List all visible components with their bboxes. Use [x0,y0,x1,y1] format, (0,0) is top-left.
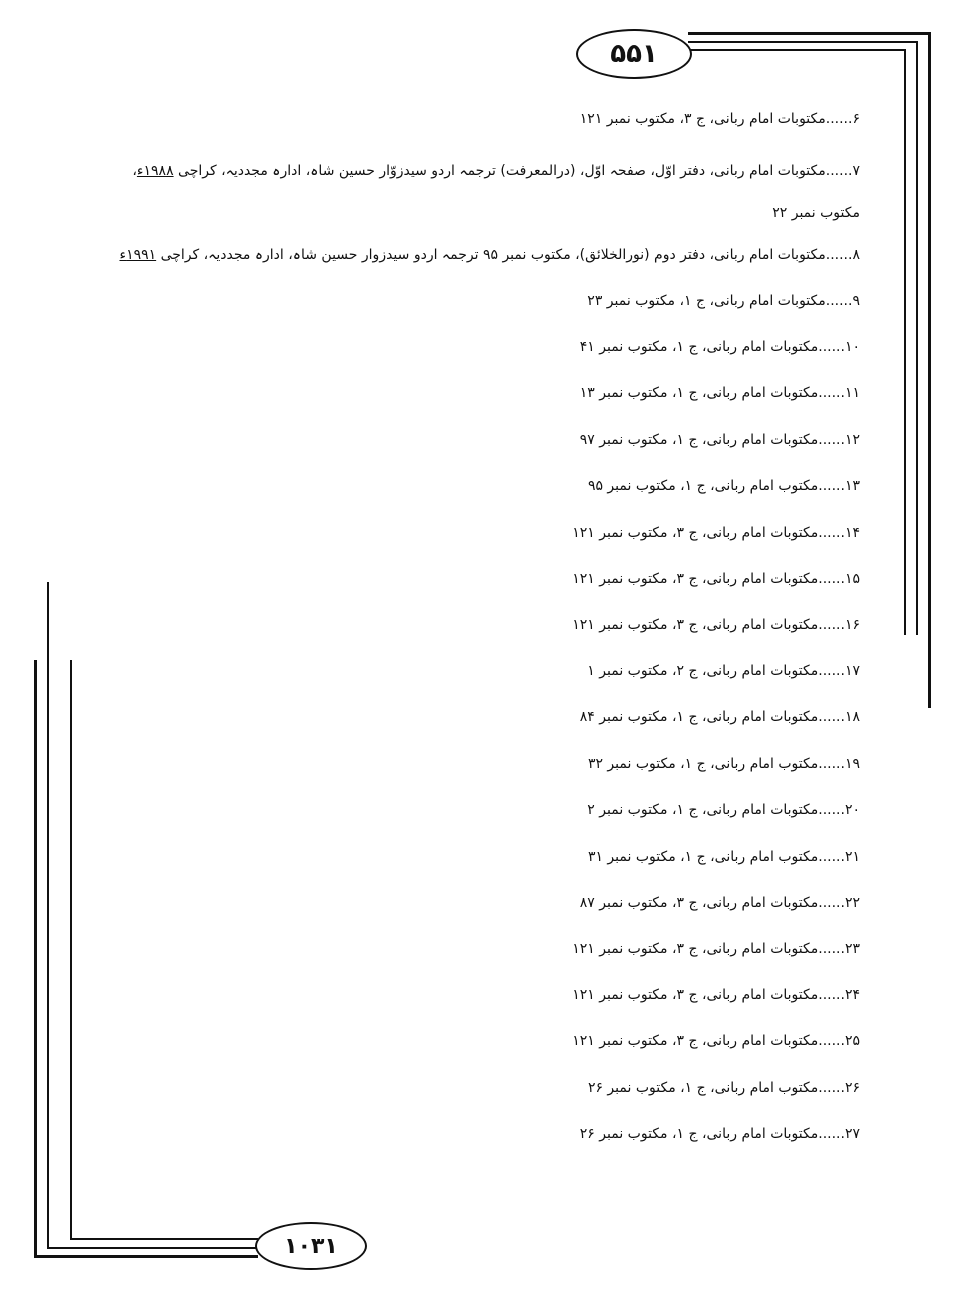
reference-item-25: ۲۵......مکتوبات امام ربانی، ج ۳، مکتوب نمبر ۱۲۱ [572,1033,860,1049]
reference-item-7-year: ۱۹۸۸ء [136,163,174,179]
reference-item-20: ۲۰......مکتوبات امام ربانی، ج ۱، مکتوب نمبر ۲ [587,802,860,818]
reference-item-7-text: ۷......مکتوبات امام ربانی، دفتر اوّل، صفحہ اوّل، (درالمعرفت) ترجمہ اردو سیدزوّار حسین شاہ، ادارہ مجددیہ، کراچی [173,163,860,179]
footer-page-number: ۱۰۳۱ [255,1222,367,1270]
reference-item-8-text: ۸......مکتوبات امام ربانی، دفتر دوم (نورالخلائق)، مکتوب نمبر ۹۵ ترجمہ اردو سیدزوار حسین شاہ، ادارہ مجددیہ، کراچی [156,247,860,263]
reference-item-6: ۶......مکتوبات امام ربانی، ج ۳، مکتوب نمبر ۱۲۱ [579,111,860,127]
frame-left-line-inner [70,660,72,1240]
frame-right-line-middle [916,41,918,635]
frame-left-line-middle [47,582,49,1249]
reference-item-22: ۲۲......مکتوبات امام ربانی، ج ۳، مکتوب نمبر ۸۷ [579,895,860,911]
reference-item-8 [119,244,860,266]
reference-item-26: ۲۶......مکتوب امام ربانی، ج ۱، مکتوب نمبر ۲۶ [587,1080,860,1096]
reference-item-10: ۱۰......مکتوبات امام ربانی، ج ۱، مکتوب نمبر ۴۱ [579,339,860,355]
reference-item-9: ۹......مکتوبات امام ربانی، ج ۱، مکتوب نمبر ۲۳ [587,293,860,309]
reference-item-13: ۱۳......مکتوب امام ربانی، ج ۱، مکتوب نمبر ۹۵ [587,478,860,494]
frame-bottom-line-outer [34,1255,258,1258]
reference-item-18: ۱۸......مکتوبات امام ربانی، ج ۱، مکتوب نمبر ۸۴ [579,709,860,725]
reference-item-7 [120,150,860,234]
frame-right-line-inner [904,49,906,635]
reference-item-12: ۱۲......مکتوبات امام ربانی، ج ۱، مکتوب نمبر ۹۷ [579,432,860,448]
frame-top-line-outer [688,32,931,35]
reference-item-23: ۲۳......مکتوبات امام ربانی، ج ۳، مکتوب نمبر ۱۲۱ [572,941,860,957]
frame-right-line-outer [928,32,931,708]
reference-item-8-year: ۱۹۹۱ء [119,247,157,263]
frame-bottom-line-inner [70,1238,258,1240]
header-page-number: ۵۵۱ [576,29,692,79]
reference-item-7-tail: ، مکتوب نمبر ۲۲ [132,163,860,221]
reference-item-27: ۲۷......مکتوبات امام ربانی، ج ۱، مکتوب نمبر ۲۶ [579,1126,860,1142]
reference-item-15: ۱۵......مکتوبات امام ربانی، ج ۳، مکتوب نمبر ۱۲۱ [572,571,860,587]
reference-item-14: ۱۴......مکتوبات امام ربانی، ج ۳، مکتوب نمبر ۱۲۱ [572,525,860,541]
reference-item-11: ۱۱......مکتوبات امام ربانی، ج ۱، مکتوب نمبر ۱۳ [579,385,860,401]
reference-item-16: ۱۶......مکتوبات امام ربانی، ج ۳، مکتوب نمبر ۱۲۱ [572,617,860,633]
reference-item-19: ۱۹......مکتوب امام ربانی، ج ۱، مکتوب نمبر ۳۲ [587,756,860,772]
reference-item-24: ۲۴......مکتوبات امام ربانی، ج ۳، مکتوب نمبر ۱۲۱ [572,987,860,1003]
reference-list [100,104,860,1164]
frame-left-line-outer [34,660,37,1258]
frame-top-line-middle [688,41,918,43]
reference-item-21: ۲۱......مکتوب امام ربانی، ج ۱، مکتوب نمبر ۳۱ [587,849,860,865]
frame-bottom-line-middle [47,1247,258,1249]
frame-top-line-inner [688,49,906,51]
reference-item-17: ۱۷......مکتوبات امام ربانی، ج ۲، مکتوب نمبر ۱ [587,663,860,679]
